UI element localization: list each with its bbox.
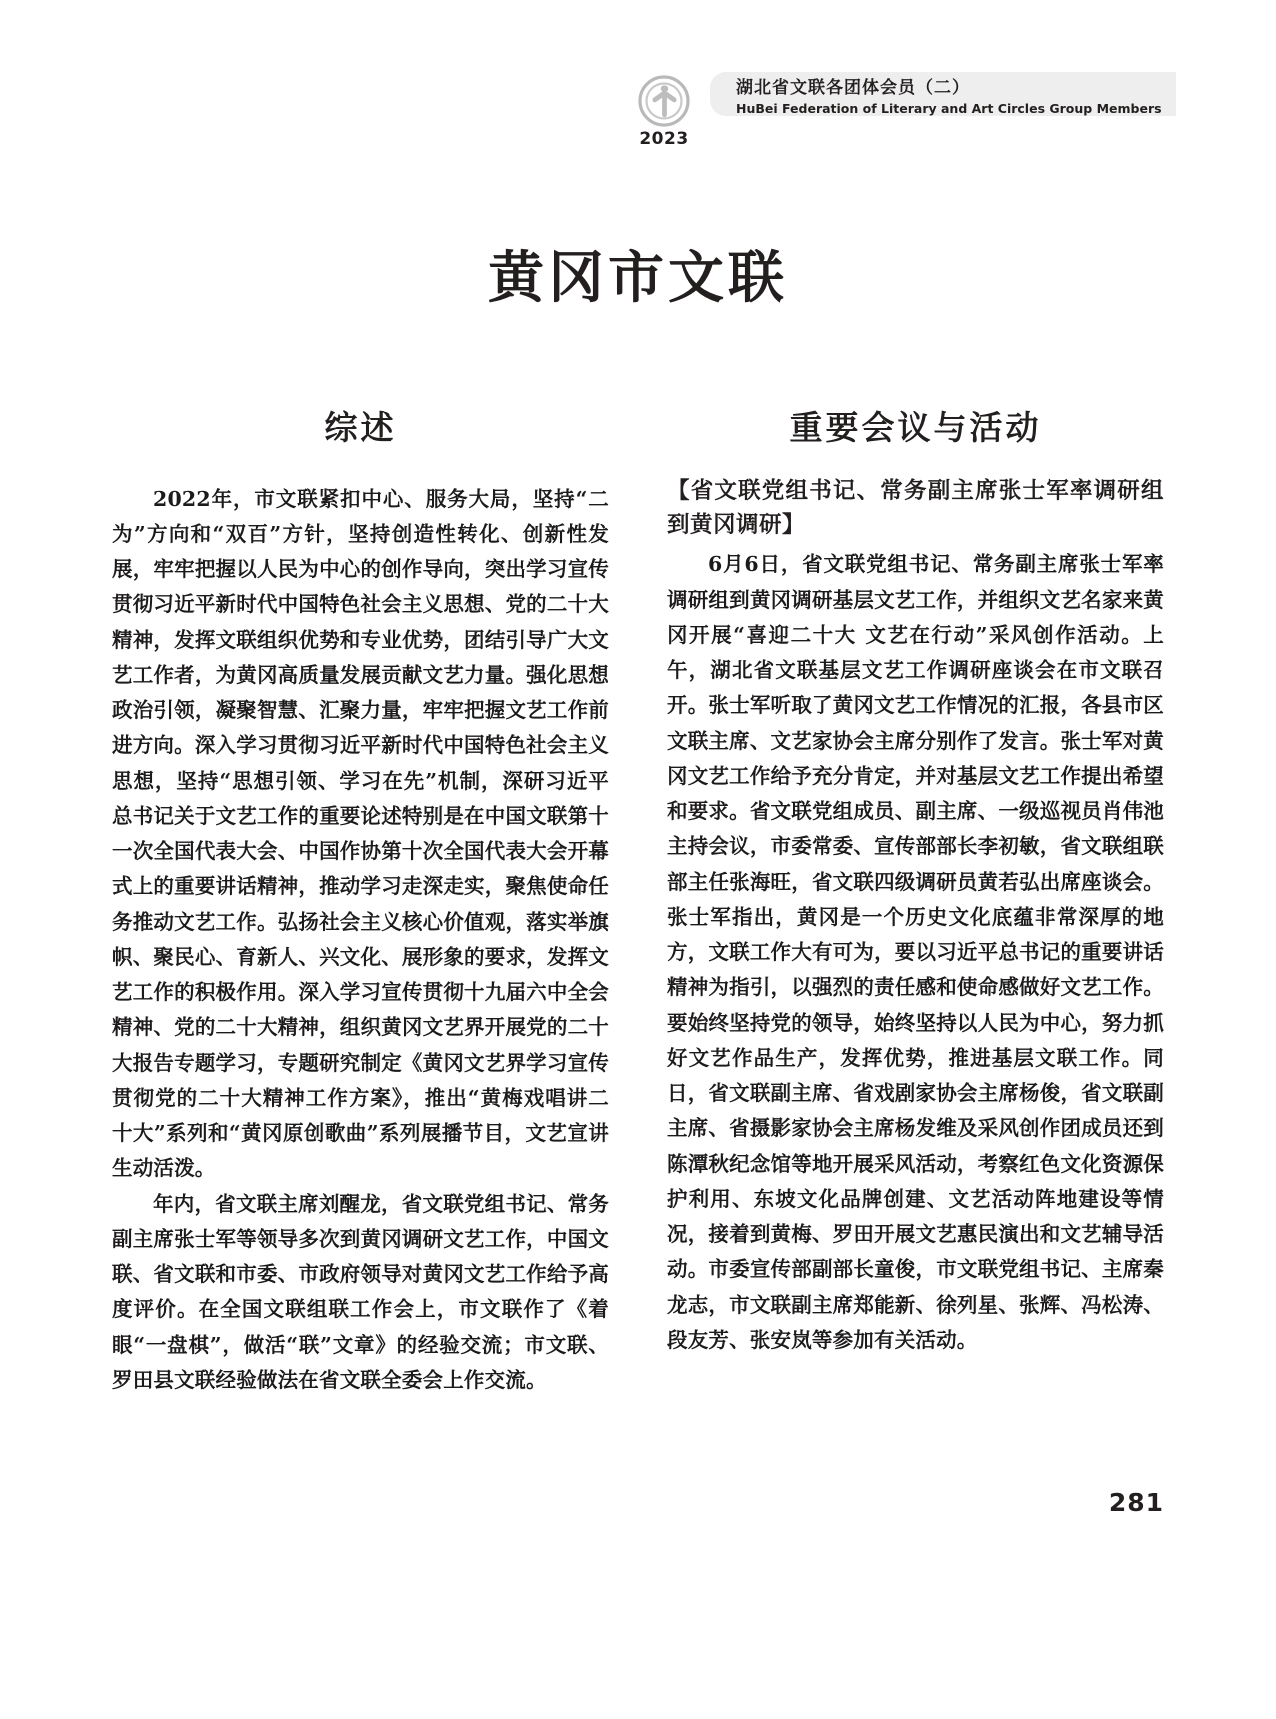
left-column: [112, 408, 609, 1398]
page-title: 黄冈市文联: [488, 244, 788, 311]
section-heading-meetings-activities: 重要会议与活动: [789, 408, 1042, 447]
paragraph: 年内，省文联主席刘醒龙，省文联党组书记、常务副主席张士军等领导多次到黄冈调研文艺工作，中国文联、省文联和市委、市政府领导对黄冈文艺工作给予高度评价。在全国文联组联工作会上，市文联作了《着眼“一盘棋”，做活“联”文章》的经验交流；市文联、罗田县文联经验做法在省文联全委会上作交流。: [112, 1191, 609, 1392]
paragraph: 2022年，市文联紧扣中心、服务大局，坚持“二为”方向和“双百”方针，坚持创造性转化、创新性发展，牢牢把握以人民为中心的创作导向，突出学习宣传贯彻习近平新时代中国特色社会主义思想、党的二十大精神，发挥文联组织优势和专业优势，团结引导广大文艺工作者，为黄冈高质量发展贡献文艺力量。强化思想政治引领，凝聚智慧、汇聚力量，牢牢把握文艺工作前进方向。深入学习贯彻习近平新时代中国特色社会主义思想，坚持“思想引领、学习在先”机制，深研习近平总书记关于文艺工作的重要论述特别是在中国文联第十一次全国代表大会、中国作协第十次全国代表大会开幕式上的重要讲话精神，推动学习走深走实，聚焦使命任务推动文艺工作。弘扬社会主义核心价值观，落实举旗帜、聚民心、育新人、兴文化、展形象的要求，发挥文艺工作的积极作用。深入学习宣传贯彻十九届六中全会精神、党的二十大精神，组织黄冈文艺界开展党的二十大报告专题学习，专题研究制定《黄冈文艺界学习宣传贯彻党的二十大精神工作方案》，推出“黄梅戏唱讲二十大”系列和“黄冈原创歌曲”系列展播节目，文艺宣讲生动活泼。: [112, 486, 609, 1181]
running-head-title-cn: 湖北省文联各团体会员（二）: [736, 78, 970, 98]
page-running-head: [628, 72, 1162, 149]
logo-year-label: 2023: [639, 129, 689, 149]
section-heading-overview: 综述: [324, 408, 397, 447]
running-head-title-en: HuBei Federation of Literary and Art Circles Group Members: [736, 100, 1162, 116]
page-number: 281: [1108, 1488, 1164, 1517]
two-column-body: [112, 408, 1164, 1398]
yearbook-logo: [628, 74, 700, 149]
right-column: [667, 408, 1164, 1398]
circular-emblem-icon: [637, 74, 691, 128]
article-heading: 【省文联党组书记、常务副主席张士军率调研组到黄冈调研】: [667, 477, 1164, 539]
running-head-plate: [710, 72, 1176, 116]
paragraph: 6月6日，省文联党组书记、常务副主席张士军率调研组到黄冈调研基层文艺工作，并组织文艺名家来黄冈开展“喜迎二十大 文艺在行动”采风创作活动。上午，湖北省文联基层文艺工作调研座谈会在市文联召开。张士军听取了黄冈文艺工作情况的汇报，各县市区文联主席、文艺家协会主席分别作了发言。张士军对黄冈文艺工作给予充分肯定，并对基层文艺工作提出希望和要求。省文联党组成员、副主席、一级巡视员肖伟池主持会议，市委常委、宣传部部长李初敏，省文联组联部主任张海旺，省文联四级调研员黄若弘出席座谈会。张士军指出，黄冈是一个历史文化底蕴非常深厚的地方，文联工作大有可为，要以习近平总书记的重要讲话精神为指引，以强烈的责任感和使命感做好文艺工作。要始终坚持党的领导，始终坚持以人民为中心，努力抓好文艺作品生产，发挥优势，推进基层文联工作。同日，省文联副主席、省戏剧家协会主席杨俊，省文联副主席、省摄影家协会主席杨发维及采风创作团成员还到陈潭秋纪念馆等地开展采风活动，考察红色文化资源保护利用、东坡文化品牌创建、文艺活动阵地建设等情况，接着到黄梅、罗田开展文艺惠民演出和文艺辅导活动。市委宣传部副部长童俊，市文联党组书记、主席秦龙志，市文联副主席郑能新、徐列星、张辉、冯松涛、段友芳、张安岚等参加有关活动。: [667, 552, 1164, 1352]
